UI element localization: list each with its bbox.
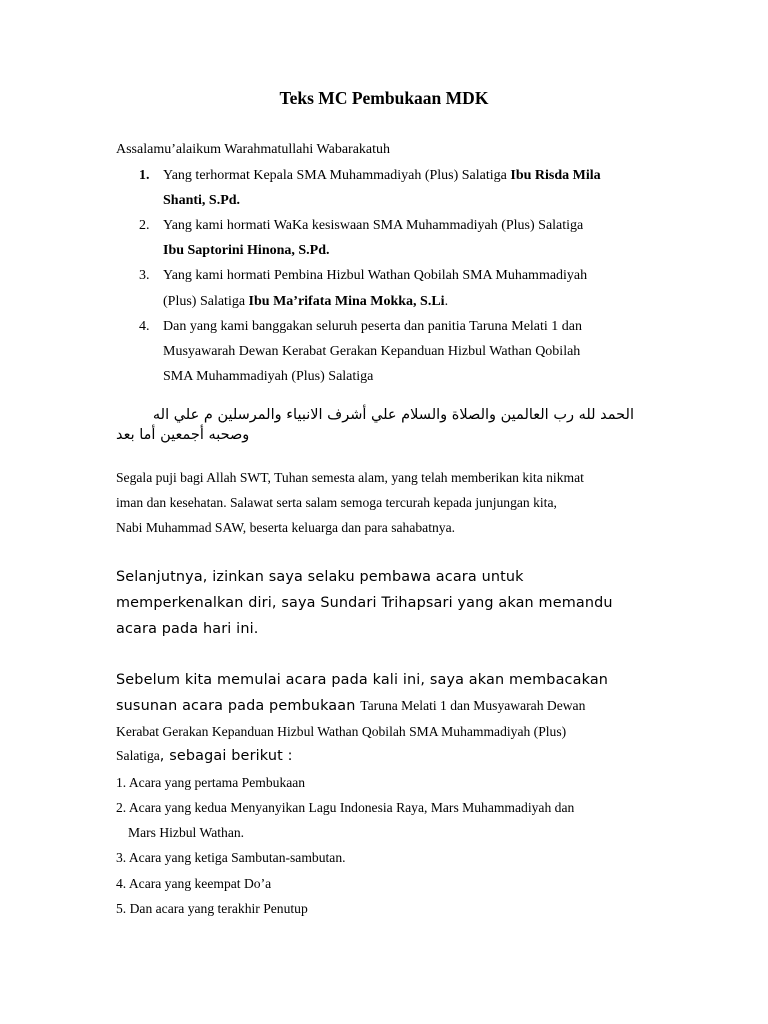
- paragraph-line: iman dan kesehatan. Salawat serta salam semoga tercurah kepada junjungan kita,: [116, 495, 557, 510]
- agenda-item: 3. Acara yang ketiga Sambutan-sambutan.: [116, 850, 346, 865]
- list-item: Yang terhormat Kepala SMA Muhammadiyah (Plus) Salatiga Ibu Risda Mila: [163, 168, 601, 183]
- list-item-continuation: (Plus) Salatiga Ibu Ma’rifata Mina Mokka, S.Li.: [163, 294, 449, 309]
- paragraph-line: Nabi Muhammad SAW, beserta keluarga dan para sahabatnya.: [116, 520, 456, 535]
- list-number: 4.: [139, 319, 150, 334]
- page-title: Teks MC Pembukaan MDK: [279, 88, 489, 108]
- list-number: 2.: [139, 218, 150, 233]
- agenda-item: 2. Acara yang kedua Menyanyikan Lagu Indonesia Raya, Mars Muhammadiyah dan: [116, 800, 575, 815]
- list-item-continuation: Shanti, S.Pd.: [163, 193, 241, 208]
- paragraph-line: susunan acara pada pembukaan Taruna Melati 1 dan Musyawarah Dewan: [116, 698, 586, 714]
- paragraph-line: Selanjutnya, izinkan saya selaku pembawa acara untuk: [116, 569, 524, 585]
- paragraph-line: Salatiga, sebagai berikut :: [116, 748, 293, 764]
- list-item-continuation: Ibu Saptorini Hinona, S.Pd.: [163, 243, 330, 258]
- paragraph-line: acara pada hari ini.: [116, 621, 259, 637]
- list-item-continuation: Musyawarah Dewan Kerabat Gerakan Kepanduan Hizbul Wathan Qobilah: [163, 344, 581, 359]
- agenda-item: 4. Acara yang keempat Do’a: [116, 876, 272, 891]
- list-item-continuation: SMA Muhammadiyah (Plus) Salatiga: [163, 369, 374, 384]
- list-number: 1.: [139, 168, 150, 183]
- list-item: Yang kami hormati Pembina Hizbul Wathan Qobilah SMA Muhammadiyah: [163, 268, 588, 283]
- list-item: Dan yang kami banggakan seluruh peserta dan panitia Taruna Melati 1 dan: [163, 319, 583, 334]
- paragraph-line: memperkenalkan diri, saya Sundari Trihapsari yang akan memandu: [116, 595, 613, 611]
- list-item: Yang kami hormati WaKa kesiswaan SMA Muhammadiyah (Plus) Salatiga: [163, 218, 584, 233]
- agenda-item-continuation: Mars Hizbul Wathan.: [128, 825, 245, 840]
- paragraph-line: Sebelum kita memulai acara pada kali ini, saya akan membacakan: [116, 672, 609, 688]
- agenda-item: 1. Acara yang pertama Pembukaan: [116, 775, 306, 790]
- paragraph-line: Kerabat Gerakan Kepanduan Hizbul Wathan Qobilah SMA Muhammadiyah (Plus): [116, 724, 567, 739]
- agenda-item: 5. Dan acara yang terakhir Penutup: [116, 901, 308, 916]
- list-number: 3.: [139, 268, 150, 283]
- paragraph-line: Segala puji bagi Allah SWT, Tuhan semesta alam, yang telah memberikan kita nikmat: [116, 470, 584, 485]
- arabic-line: وصحبه أجمعين أما بعد: [116, 427, 250, 443]
- greeting: Assalamu’alaikum Warahmatullahi Wabarakatuh: [116, 142, 391, 157]
- arabic-line: الحمد لله رب العالمين والصلاة والسلام علي أشرف الانبياء والمرسلين م علي اله: [152, 407, 634, 423]
